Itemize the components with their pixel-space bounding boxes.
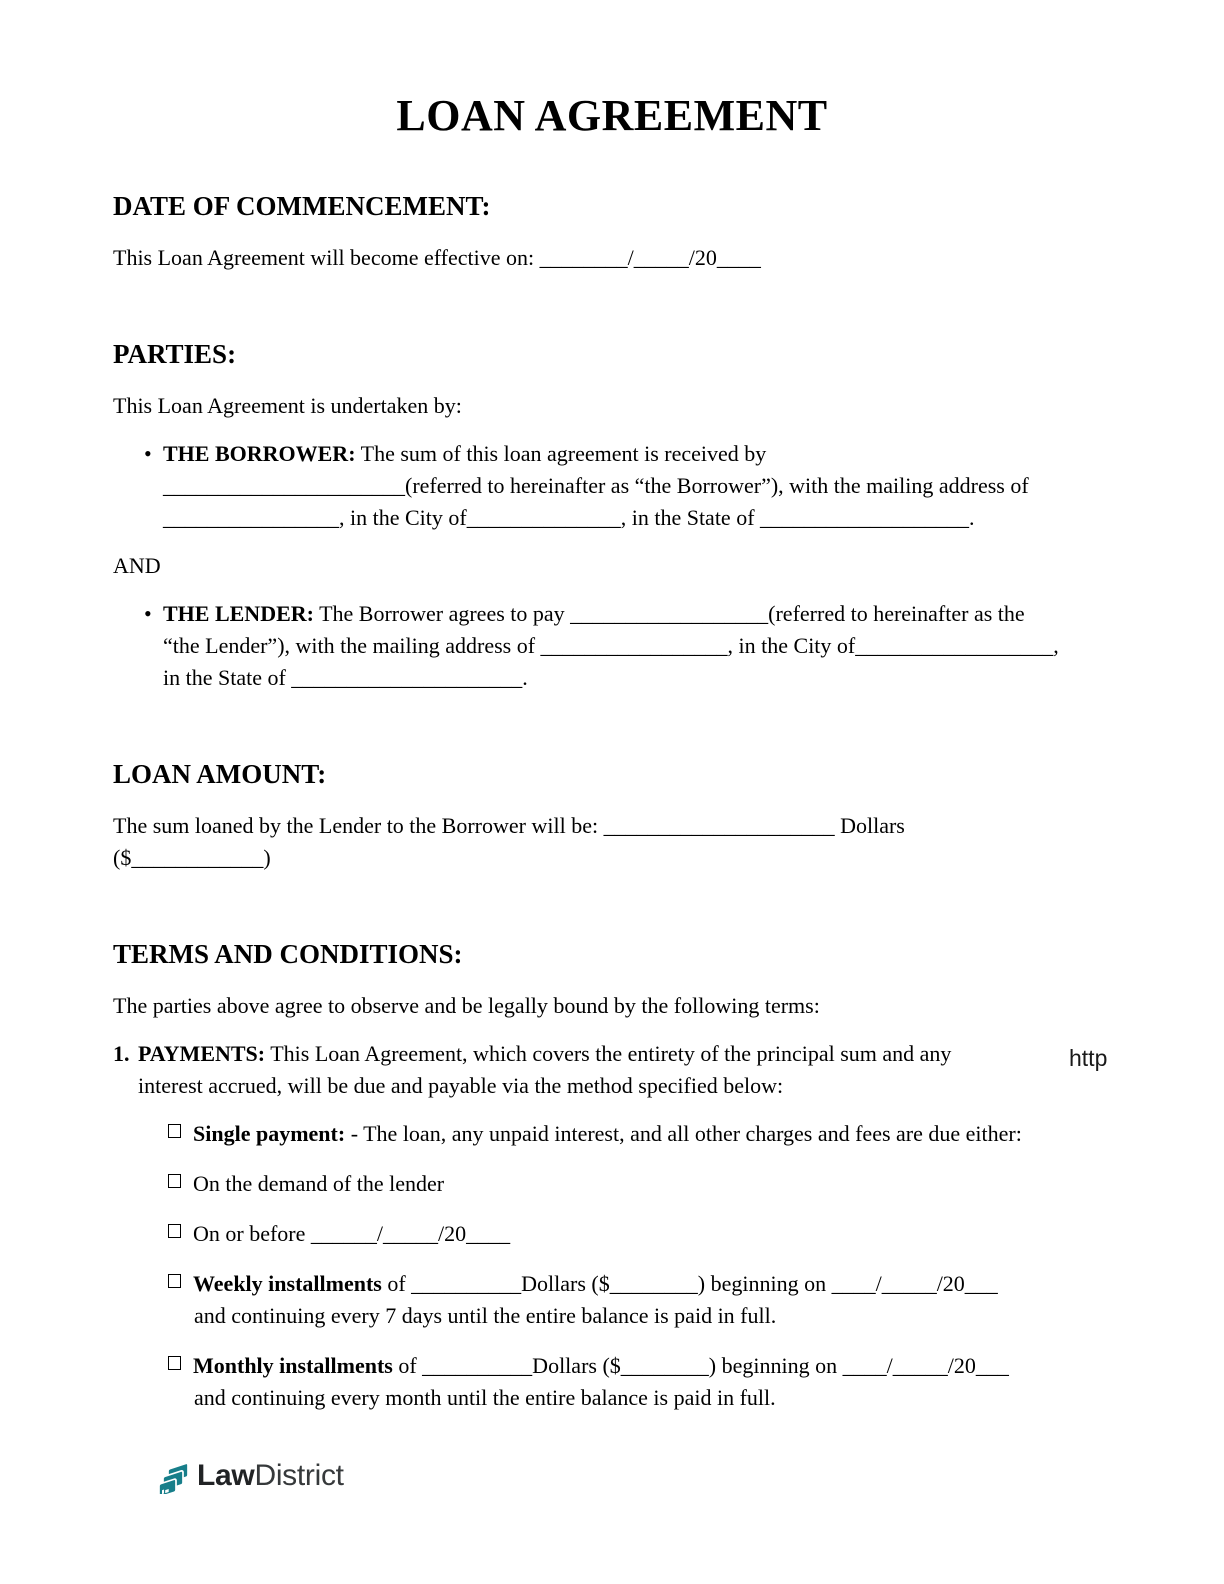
section-heading-loan-amount: LOAN AMOUNT: [113, 759, 327, 789]
bullet-icon: • [144, 441, 152, 466]
borrower-list [113, 438, 1111, 534]
parties-conjunction: AND [113, 553, 161, 578]
loan-amount-line2: ($____________) [113, 845, 271, 870]
single-payment-label: Single payment: [193, 1121, 346, 1146]
borrower-item [144, 438, 1111, 534]
lender-label: THE LENDER: [163, 601, 314, 626]
on-or-before-checkbox-icon[interactable] [168, 1224, 181, 1238]
parties-intro-text: This Loan Agreement is undertaken by: [113, 393, 462, 418]
logo-text [197, 1458, 344, 1494]
loan-amount-line1: The sum loaned by the Lender to the Borrower will be: _____________________ Dollars [113, 813, 905, 838]
commencement-text: This Loan Agreement will become effective on: ________/_____/20____ [113, 245, 761, 270]
lender-list [113, 598, 1111, 694]
payments-line2: interest accrued, will be due and payable via the method specified below: [138, 1073, 784, 1098]
lender-line1: The Borrower agrees to pay __________________(referred to hereinafter as the [313, 601, 1025, 626]
on-demand-text: On the demand of the lender [193, 1171, 445, 1196]
borrower-line3: ________________, in the City of______________, in the State of ___________________. [163, 505, 975, 530]
option-single-payment [168, 1118, 1111, 1150]
lender-item [144, 598, 1111, 694]
borrower-line2: ______________________(referred to hereinafter as “the Borrower”), with the mailing address of [163, 473, 1029, 498]
clause-number: 1. [113, 1041, 130, 1066]
document-title: LOAN AGREEMENT [396, 91, 828, 140]
lender-line3: in the State of _____________________. [163, 665, 528, 690]
weekly-label: Weekly installments [193, 1271, 382, 1296]
section-heading-commencement: DATE OF COMMENCEMENT: [113, 191, 491, 221]
payments-label: PAYMENTS: [138, 1041, 266, 1066]
weekly-checkbox-icon[interactable] [168, 1274, 181, 1288]
option-on-demand [168, 1168, 1111, 1200]
borrower-line1: The sum of this loan agreement is received by [355, 441, 767, 466]
terms-intro-text: The parties above agree to observe and be legally bound by the following terms: [113, 993, 820, 1018]
single-payment-text: - The loan, any unpaid interest, and all other charges and fees are due either: [345, 1121, 1022, 1146]
borrower-label: THE BORROWER: [163, 441, 356, 466]
monthly-line2: and continuing every month until the entire balance is paid in full. [194, 1385, 776, 1410]
weekly-line1: of __________Dollars ($________) beginning on ____/_____/20___ [381, 1271, 998, 1296]
single-payment-checkbox-icon[interactable] [168, 1124, 181, 1138]
monthly-label: Monthly installments [193, 1353, 393, 1378]
loan-amount-text [113, 810, 1111, 874]
payments-line1: This Loan Agreement, which covers the entirety of the principal sum and any [265, 1041, 952, 1066]
lender-line2: “the Lender”), with the mailing address of _________________, in the City of__________________, [163, 633, 1059, 658]
monthly-checkbox-icon[interactable] [168, 1356, 181, 1370]
payments-clause [113, 1038, 1111, 1102]
option-on-or-before [168, 1218, 1111, 1250]
logo-district: District [254, 1459, 344, 1492]
option-weekly-installments [168, 1268, 1111, 1332]
logo-law: Law [197, 1459, 255, 1492]
stray-http-text: http [1069, 1045, 1108, 1071]
on-demand-checkbox-icon[interactable] [168, 1174, 181, 1188]
bullet-icon: • [144, 601, 152, 626]
section-heading-parties: PARTIES: [113, 339, 237, 369]
lawdistrict-icon [158, 1458, 190, 1494]
weekly-line2: and continuing every 7 days until the entire balance is paid in full. [194, 1303, 777, 1328]
option-monthly-installments [168, 1350, 1111, 1414]
on-or-before-text: On or before ______/_____/20____ [193, 1221, 511, 1246]
lawdistrict-logo [158, 1458, 344, 1494]
monthly-line1: of __________Dollars ($________) beginning on ____/_____/20___ [392, 1353, 1009, 1378]
section-heading-terms: TERMS AND CONDITIONS: [113, 939, 463, 969]
